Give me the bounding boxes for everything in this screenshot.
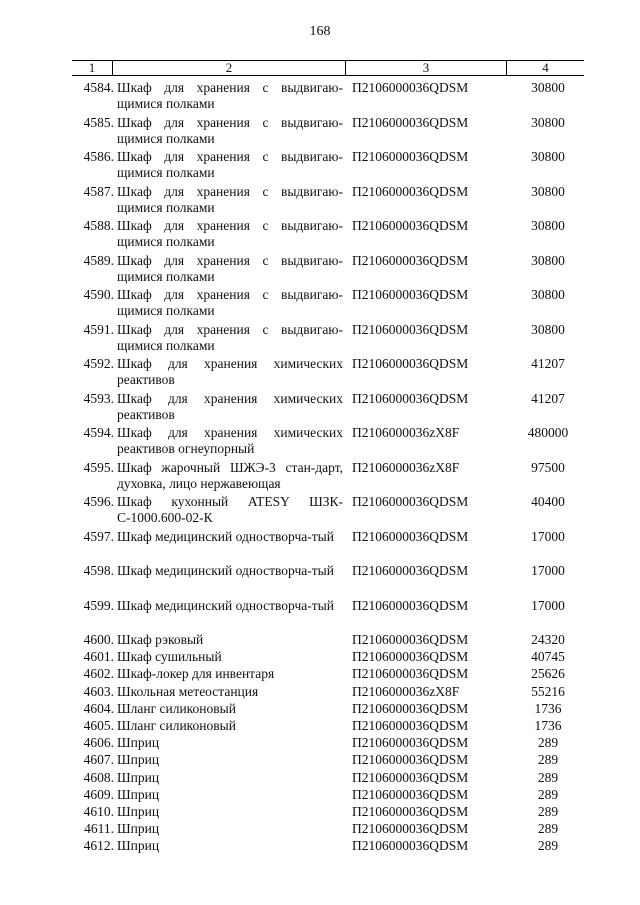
item-code: П2106000036QDSM (352, 597, 469, 613)
table-row (72, 115, 584, 150)
item-code: П2106000036QDSM (352, 752, 469, 768)
table-row (72, 752, 584, 769)
item-code: П2106000036QDSM (352, 80, 469, 95)
item-name: Шприц (117, 769, 160, 785)
row-number: 4594. (83, 425, 114, 440)
table-row (72, 804, 584, 821)
row-number: 4592. (83, 356, 114, 371)
row-number: 4610. (83, 803, 114, 819)
item-name: Шкаф медицинский одностворча-тый (117, 597, 334, 613)
row-number: 4590. (83, 287, 114, 302)
item-name: Шкаф медицинский одностворча-тый (117, 563, 334, 578)
column-header-3: 3 (422, 60, 430, 75)
item-value: 17000 (531, 563, 565, 578)
item-name: Шкаф для хранения химических реактивов огнеупорный (117, 425, 343, 456)
row-number: 4595. (83, 459, 114, 475)
item-name: Шланг силиконовый (117, 700, 236, 716)
row-number: 4584. (83, 80, 114, 95)
table-row (72, 666, 584, 683)
item-name: Шприц (117, 803, 160, 819)
table-row (72, 770, 584, 787)
table-row (72, 735, 584, 752)
item-value: 25626 (531, 666, 565, 682)
row-number: 4599. (83, 597, 114, 613)
item-value: 40400 (531, 494, 565, 509)
row-number: 4591. (83, 321, 114, 337)
table-row (72, 322, 584, 357)
item-name: Шкаф сушильный (117, 649, 222, 665)
row-number: 4608. (83, 769, 114, 785)
row-number: 4588. (83, 218, 114, 233)
row-number: 4586. (83, 149, 114, 164)
item-code: П2106000036QDSM (352, 390, 469, 406)
item-code: П2106000036QDSM (352, 528, 469, 544)
table-row (72, 649, 584, 666)
item-value: 30800 (531, 252, 565, 268)
table-row (72, 821, 584, 838)
table-row (72, 425, 584, 460)
item-name: Шприц (117, 735, 160, 751)
table-row (72, 149, 584, 184)
item-name: Шприц (117, 821, 160, 837)
item-value: 55216 (531, 683, 565, 699)
item-value: 30800 (531, 321, 565, 337)
table-row (72, 287, 584, 322)
table-row (72, 598, 584, 633)
row-number: 4611. (84, 821, 114, 837)
table-row (72, 632, 584, 649)
row-number: 4598. (83, 563, 114, 578)
item-name: Шкаф рэковый (117, 632, 204, 647)
item-value: 17000 (531, 597, 565, 613)
item-code: П2106000036QDSM (352, 717, 469, 733)
row-number: 4596. (83, 494, 114, 509)
item-code: П2106000036QDSM (352, 321, 469, 337)
row-number: 4606. (83, 735, 114, 751)
table-row (72, 253, 584, 288)
item-code: П2106000036zX8F (352, 683, 460, 699)
table-row (72, 787, 584, 804)
item-value: 30800 (531, 287, 565, 302)
table-row (72, 184, 584, 219)
table-row (72, 718, 584, 735)
table-row (72, 356, 584, 391)
item-code: П2106000036QDSM (352, 494, 469, 509)
table-row (72, 218, 584, 253)
item-value: 30800 (531, 183, 565, 199)
row-number: 4585. (83, 114, 114, 130)
row-number: 4612. (83, 838, 114, 854)
row-number: 4609. (83, 786, 114, 802)
item-name: Шкаф для хранения с выдвигаю-щимися полками (117, 321, 343, 353)
item-code: П2106000036QDSM (352, 735, 469, 751)
item-name: Шкаф для хранения химических реактивов (117, 390, 343, 422)
column-header-4: 4 (542, 60, 549, 75)
row-number: 4601. (83, 649, 114, 665)
item-value: 1736 (534, 700, 562, 716)
item-name: Шкаф-локер для инвентаря (117, 666, 275, 682)
row-number: 4602. (83, 666, 114, 682)
row-number: 4600. (83, 632, 114, 647)
item-name: Шкаф для хранения с выдвигаю-щимися полками (117, 252, 343, 284)
item-value: 24320 (531, 632, 565, 647)
item-code: П2106000036QDSM (352, 649, 469, 665)
item-value: 30800 (531, 114, 565, 130)
table-row (72, 80, 584, 115)
table-row (72, 529, 584, 564)
item-name: Шприц (117, 786, 160, 802)
item-value: 1736 (534, 717, 562, 733)
item-name: Школьная метеостанция (117, 683, 259, 699)
item-value: 30800 (531, 80, 565, 95)
item-name: Шкаф кухонный ATESY ШЗК-С-1000.600-02-К (117, 494, 343, 525)
item-code: П2106000036QDSM (352, 149, 469, 164)
table-row (72, 684, 584, 701)
item-value: 289 (537, 803, 559, 819)
item-code: П2106000036QDSM (352, 114, 469, 130)
item-value: 289 (537, 821, 559, 837)
row-number: 4597. (83, 528, 114, 544)
item-name: Шкаф для хранения с выдвигаю-щимися полками (117, 149, 343, 180)
item-code: П2106000036QDSM (352, 700, 469, 716)
item-value: 30800 (531, 149, 565, 164)
page-number: 168 (309, 24, 331, 39)
row-number: 4603. (83, 683, 114, 699)
item-value: 480000 (527, 425, 569, 440)
item-code: П2106000036QDSM (352, 632, 469, 647)
item-name: Шкаф жарочный ШЖЭ-3 стан-дарт, духовка, лицо нержавеющая (117, 459, 343, 491)
table-row (72, 701, 584, 718)
item-value: 41207 (531, 390, 565, 406)
column-header-1: 1 (88, 60, 96, 75)
table-row (72, 460, 584, 495)
item-value: 17000 (531, 528, 565, 544)
row-number: 4587. (83, 183, 114, 199)
item-value: 40745 (531, 649, 565, 665)
item-name: Шприц (117, 752, 160, 768)
table-row (72, 494, 584, 529)
item-name: Шланг силиконовый (117, 717, 236, 733)
item-code: П2106000036QDSM (352, 838, 469, 854)
item-code: П2106000036QDSM (352, 666, 469, 682)
table-row (72, 563, 584, 598)
item-name: Шприц (117, 838, 160, 854)
table-body (72, 80, 584, 855)
item-value: 289 (537, 838, 559, 854)
row-number: 4589. (83, 252, 114, 268)
item-value: 41207 (531, 356, 565, 371)
item-name: Шкаф для хранения с выдвигаю-щимися полками (117, 218, 343, 249)
item-code: П2106000036QDSM (352, 252, 469, 268)
item-code: П2106000036QDSM (352, 769, 469, 785)
item-name: Шкаф для хранения химических реактивов (117, 356, 343, 387)
item-code: П2106000036QDSM (352, 356, 469, 371)
item-value: 289 (537, 769, 559, 785)
item-code: П2106000036QDSM (352, 786, 469, 802)
item-code: П2106000036QDSM (352, 821, 469, 837)
item-name: Шкаф для хранения с выдвигаю-щимися полками (117, 287, 343, 318)
item-code: П2106000036QDSM (352, 218, 469, 233)
item-name: Шкаф для хранения с выдвигаю-щимися полками (117, 114, 343, 146)
row-number: 4593. (83, 390, 114, 406)
item-code: П2106000036QDSM (352, 287, 469, 302)
item-name: Шкаф для хранения с выдвигаю-щимися полками (117, 183, 343, 215)
item-value: 289 (537, 786, 559, 802)
table-header (72, 60, 584, 76)
row-number: 4604. (83, 700, 114, 716)
item-value: 289 (537, 735, 559, 751)
row-number: 4605. (83, 717, 114, 733)
column-header-2: 2 (225, 60, 233, 75)
table-row (72, 838, 584, 855)
item-name: Шкаф медицинский одностворча-тый (117, 528, 334, 544)
row-number: 4607. (83, 752, 114, 768)
item-value: 289 (537, 752, 559, 768)
item-code: П2106000036QDSM (352, 183, 469, 199)
item-code: П2106000036QDSM (352, 563, 469, 578)
item-value: 97500 (531, 459, 565, 475)
table-row (72, 391, 584, 426)
item-name: Шкаф для хранения с выдвигаю-щимися полками (117, 80, 343, 111)
item-code: П2106000036zX8F (352, 425, 460, 440)
item-code: П2106000036QDSM (352, 803, 469, 819)
item-code: П2106000036zX8F (352, 459, 460, 475)
item-value: 30800 (531, 218, 565, 233)
